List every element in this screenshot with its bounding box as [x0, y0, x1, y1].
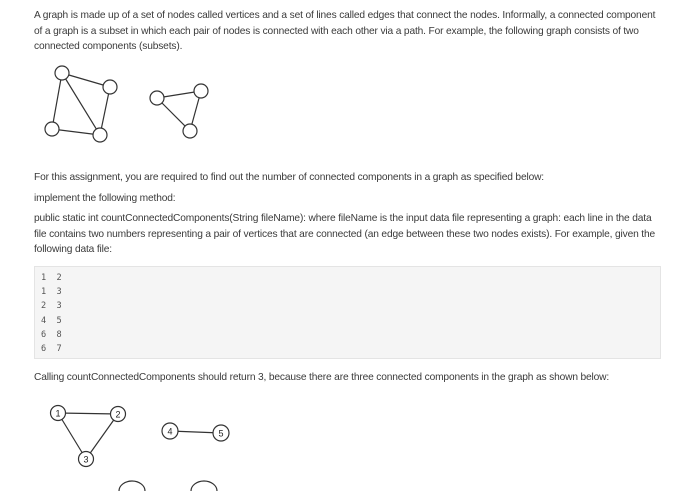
component-6-7-8-cropped: [119, 481, 217, 491]
vertex-label: 5: [218, 428, 224, 439]
vertex-label: 4: [167, 426, 173, 437]
code-line: 1 2: [41, 273, 62, 283]
code-line: 4 5: [41, 315, 62, 326]
vertex-label: 2: [115, 409, 121, 420]
vertex-label: 3: [83, 454, 89, 465]
vertex-label: 1: [55, 408, 61, 419]
code-line: 6 8: [41, 329, 62, 340]
component-1-2-3: [51, 406, 126, 467]
graph-edge: [58, 413, 118, 414]
code-line: 6 7: [41, 343, 62, 354]
implement-paragraph: implement the following method:: [34, 193, 176, 204]
cropped-vertex-outline: [119, 481, 145, 491]
component-4-5: [162, 423, 229, 441]
method-paragraph: public static int countConnectedComponents(String fileName): where fileName is the input data file representing a graph: each line in the data file contains two numbers representing a pair of vertices that are connected (an edge between these two nodes exists). For example, given the following data file:: [34, 213, 656, 255]
code-line: 1 3: [41, 287, 62, 298]
result-paragraph: Calling countConnectedComponents should return 3, because there are three connected components in the graph as shown below:: [34, 372, 610, 383]
assignment-paragraph: For this assignment, you are required to find out the number of connected components in a graph as specified below:: [34, 172, 544, 183]
code-line: 2 3: [41, 301, 62, 312]
cropped-vertex-outline: [191, 481, 217, 491]
graph-edge: [86, 414, 118, 459]
intro-paragraph: A graph is made up of a set of nodes called vertices and a set of lines called edges that connect the nodes. Informally, a connected component of a graph is a subset in which each pair of nodes is connected with each other via a path. For example, the following graph consists of two connected components (subsets).: [34, 10, 656, 52]
